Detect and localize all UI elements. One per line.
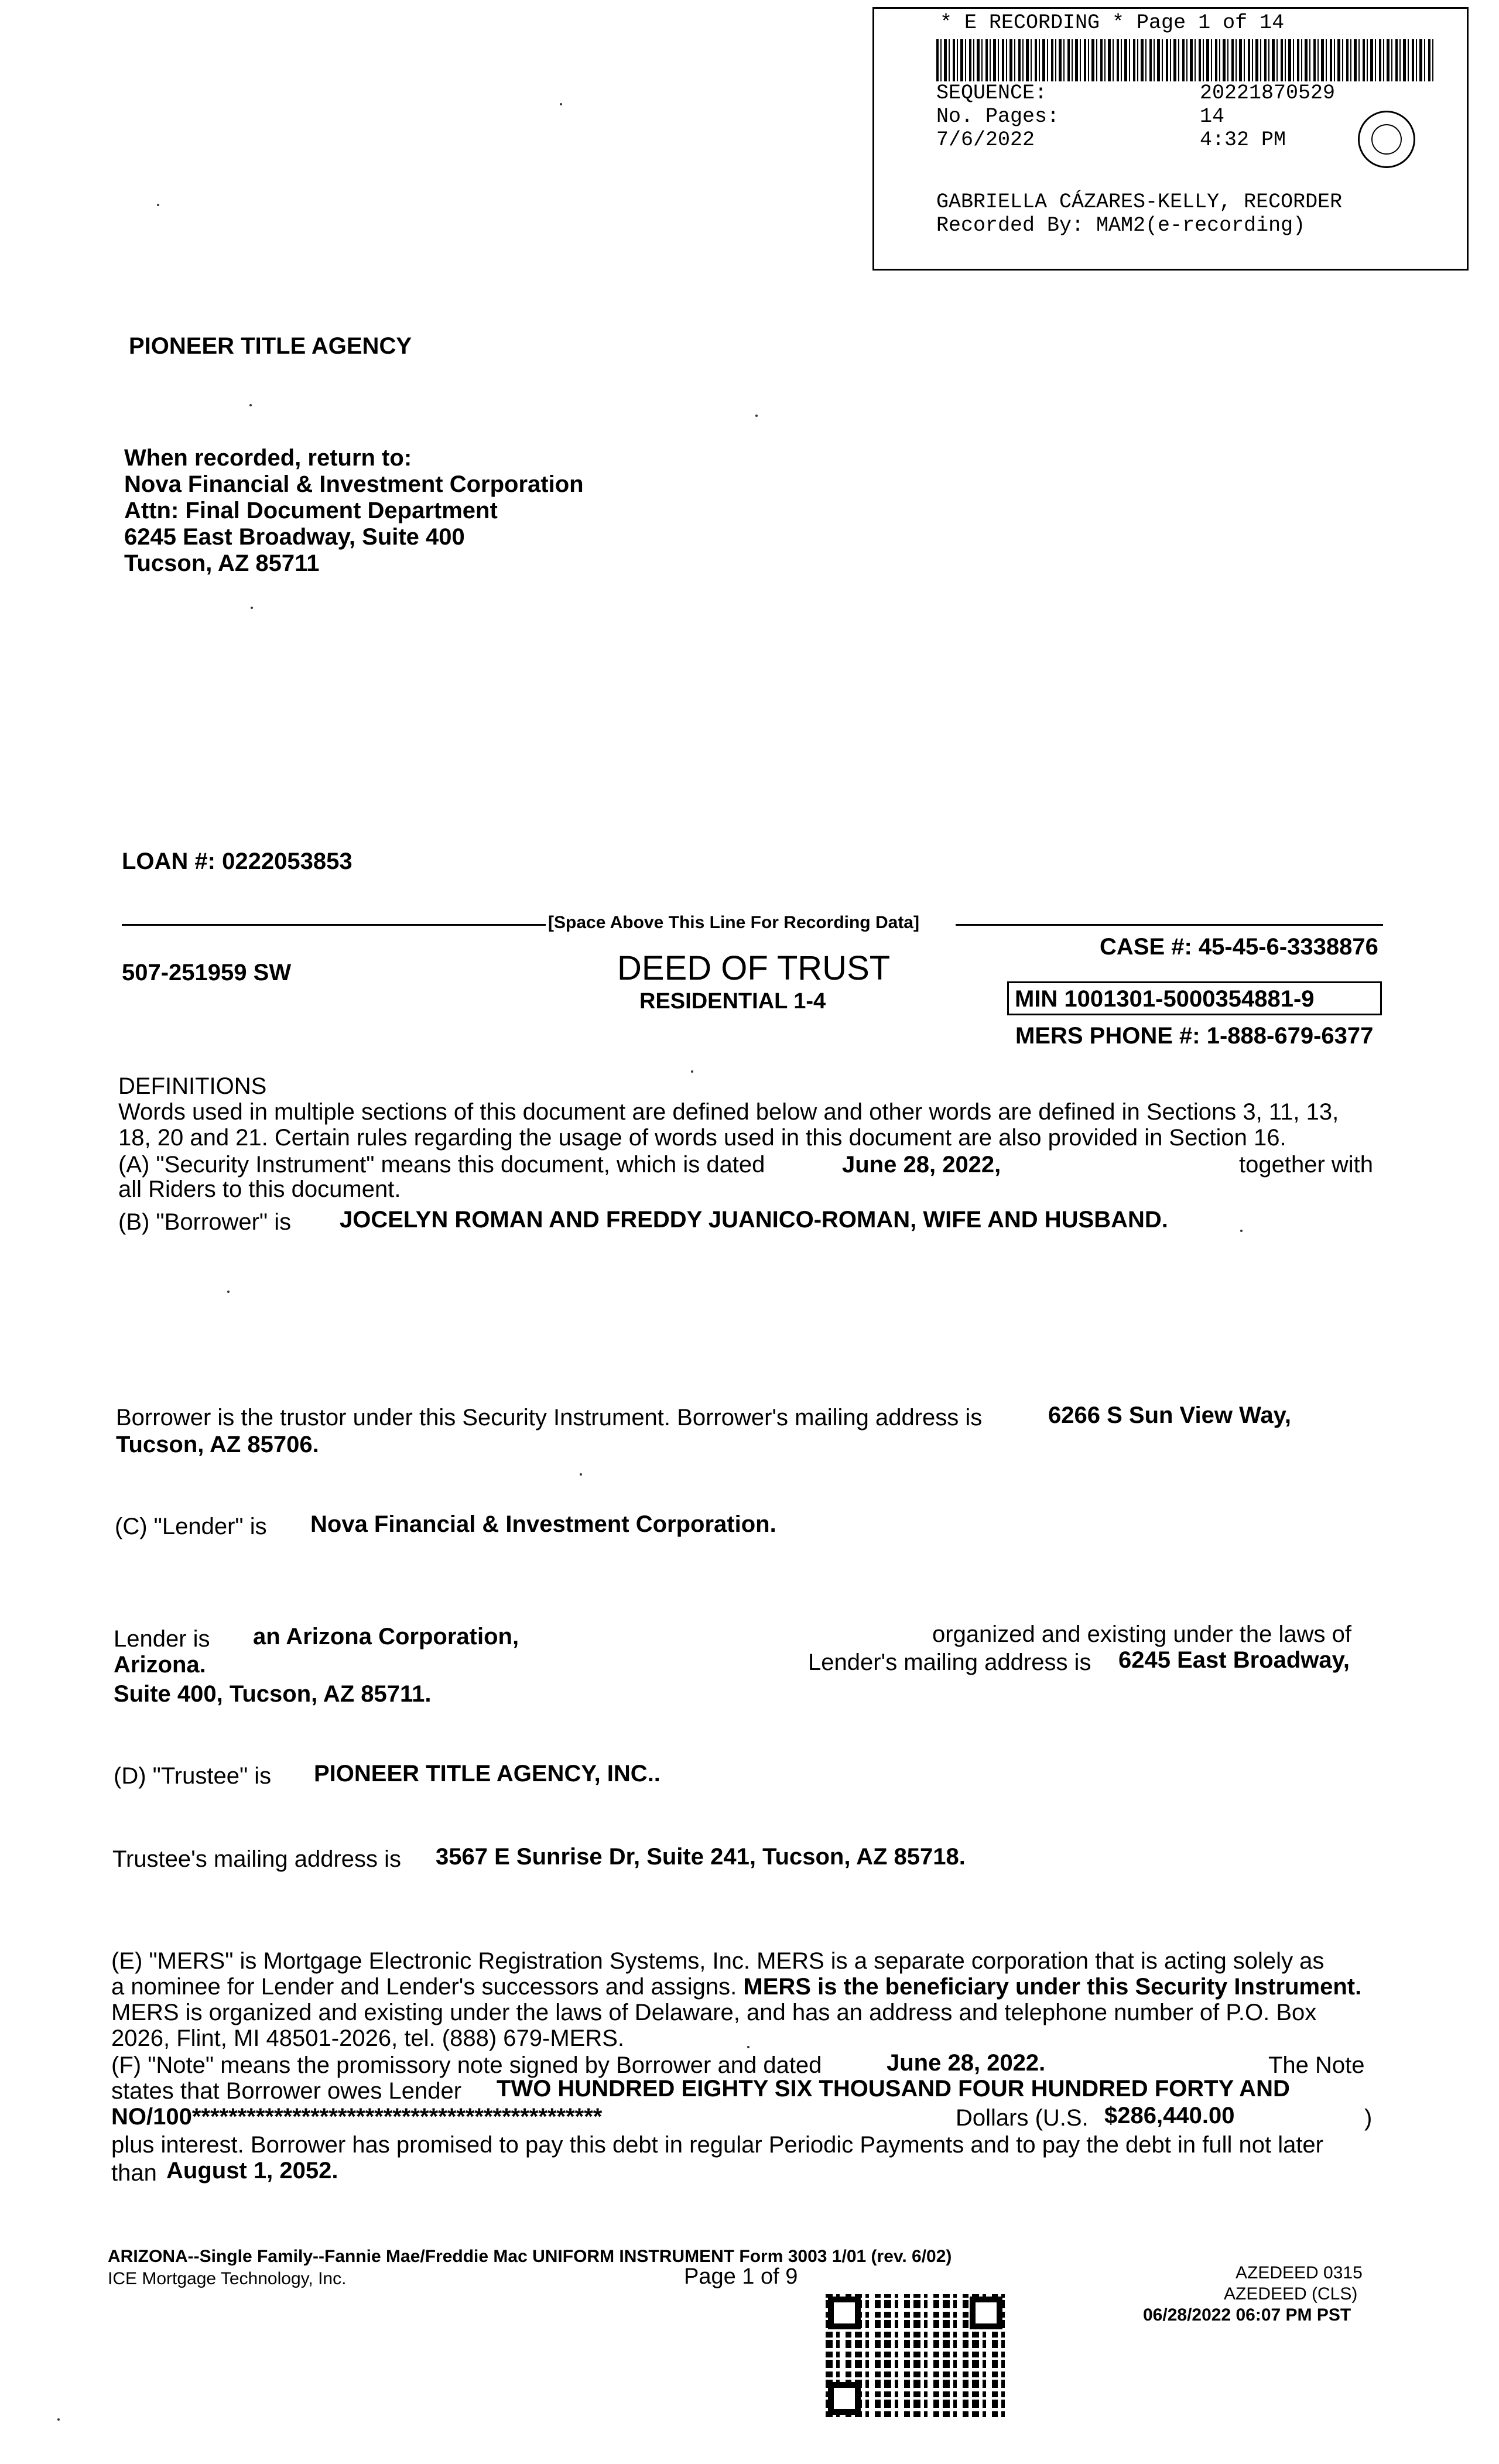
lender-organized: organized and existing under the laws of [932, 1621, 1352, 1647]
trustee-name: PIONEER TITLE AGENCY, INC.. [314, 1761, 660, 1787]
trustee-address-label: Trustee's mailing address is [112, 1846, 402, 1872]
lender-type: an Arizona Corporation, [253, 1624, 519, 1649]
note-date: June 28, 2022. [887, 2050, 1046, 2076]
footer-form: ARIZONA--Single Family--Fannie Mae/Freddie Mac UNIFORM INSTRUMENT Form 3003 1/01 (rev. 6/02) [108, 2247, 952, 2266]
stamp-pages-value: 14 [1200, 105, 1225, 128]
trustee-address: 3567 E Sunrise Dr, Suite 241, Tucson, AZ 85718. [436, 1844, 966, 1870]
return-line: Attn: Final Document Department [124, 498, 498, 523]
stamp-sequence-label: SEQUENCE: [936, 81, 1048, 105]
barcode [936, 39, 1434, 81]
lender-mailing-2: Suite 400, Tucson, AZ 85711. [114, 1681, 432, 1707]
definitions-intro-2: 18, 20 and 21. Certain rules regarding the usage of words used in this document are also provided in Section 16. [118, 1125, 1286, 1151]
def-e-line2 [111, 1973, 1361, 2000]
def-f-suffix: The Note [1268, 2052, 1365, 2078]
lender-is-label: Lender is [114, 1626, 210, 1652]
def-e-line4: 2026, Flint, MI 48501-2026, tel. (888) 679-MERS. [111, 2025, 625, 2051]
maturity-date: August 1, 2052. [166, 2158, 338, 2184]
definitions-intro-1: Words used in multiple sections of this document are defined below and other words are defined in Sections 3, 11, 13, [118, 1099, 1339, 1125]
def-a-line2: all Riders to this document. [118, 1176, 401, 1202]
def-e-line3: MERS is organized and existing under the laws of Delaware, and has an address and telephone number of P.O. Box [111, 2000, 1317, 2025]
qr-code-icon [826, 2294, 1005, 2417]
loan-amount-words-2: NO/100********************************************* [111, 2104, 603, 2130]
def-e-line2-a: a nominee for Lender and Lender's successors and assigns. [111, 1974, 737, 2000]
borrower-names: JOCELYN ROMAN AND FREDDY JUANICO-ROMAN, WIFE AND HUSBAND. [340, 1207, 1168, 1233]
def-f-line2-a: states that Borrower owes Lender [111, 2078, 462, 2104]
stamp-recorded-by: Recorded By: MAM2(e-recording) [936, 214, 1306, 237]
return-line: Tucson, AZ 85711 [124, 550, 320, 576]
lender-mailing-1: 6245 East Broadway, [1118, 1647, 1350, 1673]
footer-timestamp: 06/28/2022 06:07 PM PST [1143, 2305, 1351, 2325]
dollars-label: Dollars (U.S. [956, 2105, 1089, 2131]
lender-state: Arizona. [114, 1652, 206, 1678]
borrower-address-2: Tucson, AZ 85706. [116, 1432, 319, 1457]
recording-stamp [872, 7, 1469, 271]
def-f-line4: plus interest. Borrower has promised to pay this debt in regular Periodic Payments and to pay the debt in full not later [111, 2132, 1323, 2158]
stamp-pages-label: No. Pages: [936, 105, 1060, 128]
def-b-text: (B) "Borrower" is [118, 1209, 292, 1235]
stamp-time: 4:32 PM [1200, 128, 1286, 152]
loan-amount: $286,440.00 [1104, 2103, 1235, 2128]
definitions-heading: DEFINITIONS [118, 1073, 267, 1099]
stamp-sequence-value: 20221870529 [1200, 81, 1336, 105]
case-number: CASE #: 45-45-6-3338876 [1100, 934, 1378, 960]
def-a-text: (A) "Security Instrument" means this document, which is dated [118, 1152, 765, 1178]
loan-number: LOAN #: 0222053853 [122, 848, 352, 874]
def-a-date: June 28, 2022, [842, 1152, 1001, 1178]
closing-paren: ) [1364, 2105, 1373, 2131]
space-above-note: [Space Above This Line For Recording Data] [548, 913, 919, 932]
min-number: MIN 1001301-5000354881-9 [1015, 986, 1315, 1012]
def-f-text: (F) "Note" means the promissory note signed by Borrower and dated [111, 2052, 822, 2078]
lender-mailing-label: Lender's mailing address is [808, 1649, 1091, 1675]
footer-code-1: AZEDEED 0315 [1236, 2263, 1363, 2282]
page-number: Page 1 of 9 [684, 2264, 798, 2289]
def-d-text: (D) "Trustee" is [114, 1763, 272, 1789]
min-box [1007, 981, 1382, 1015]
borrower-address-1: 6266 S Sun View Way, [1048, 1402, 1291, 1428]
stamp-date: 7/6/2022 [936, 128, 1035, 152]
title-agency: PIONEER TITLE AGENCY [129, 333, 412, 359]
def-e-line2-b: MERS is the beneficiary under this Security Instrument. [743, 1974, 1362, 2000]
footer-code-2: AZEDEED (CLS) [1224, 2284, 1358, 2304]
lender-name: Nova Financial & Investment Corporation. [310, 1511, 776, 1537]
return-line: When recorded, return to: [124, 445, 412, 471]
stamp-recorder: GABRIELLA CÁZARES-KELLY, RECORDER [936, 190, 1343, 214]
footer-vendor: ICE Mortgage Technology, Inc. [108, 2269, 347, 2288]
county-seal-icon [1358, 111, 1415, 168]
def-a-suffix: together with [1239, 1152, 1374, 1178]
document-title: DEED OF TRUST [617, 949, 891, 987]
def-c-text: (C) "Lender" is [115, 1514, 267, 1539]
return-line: 6245 East Broadway, Suite 400 [124, 524, 465, 550]
stamp-header: * E RECORDING * Page 1 of 14 [940, 11, 1285, 35]
document-subtitle: RESIDENTIAL 1-4 [639, 989, 826, 1014]
loan-amount-words: TWO HUNDRED EIGHTY SIX THOUSAND FOUR HUNDRED FORTY AND [497, 2076, 1290, 2102]
return-line: Nova Financial & Investment Corporation [124, 471, 584, 497]
return-address [124, 445, 584, 577]
def-e-line1: (E) "MERS" is Mortgage Electronic Registration Systems, Inc. MERS is a separate corporation that is acting solely as [111, 1948, 1325, 1974]
mers-phone: MERS PHONE #: 1-888-679-6377 [1015, 1023, 1374, 1049]
borrower-address-text: Borrower is the trustor under this Security Instrument. Borrower's mailing address is [116, 1405, 983, 1431]
def-f-line5-a: than [111, 2160, 157, 2186]
file-number: 507-251959 SW [122, 960, 292, 985]
